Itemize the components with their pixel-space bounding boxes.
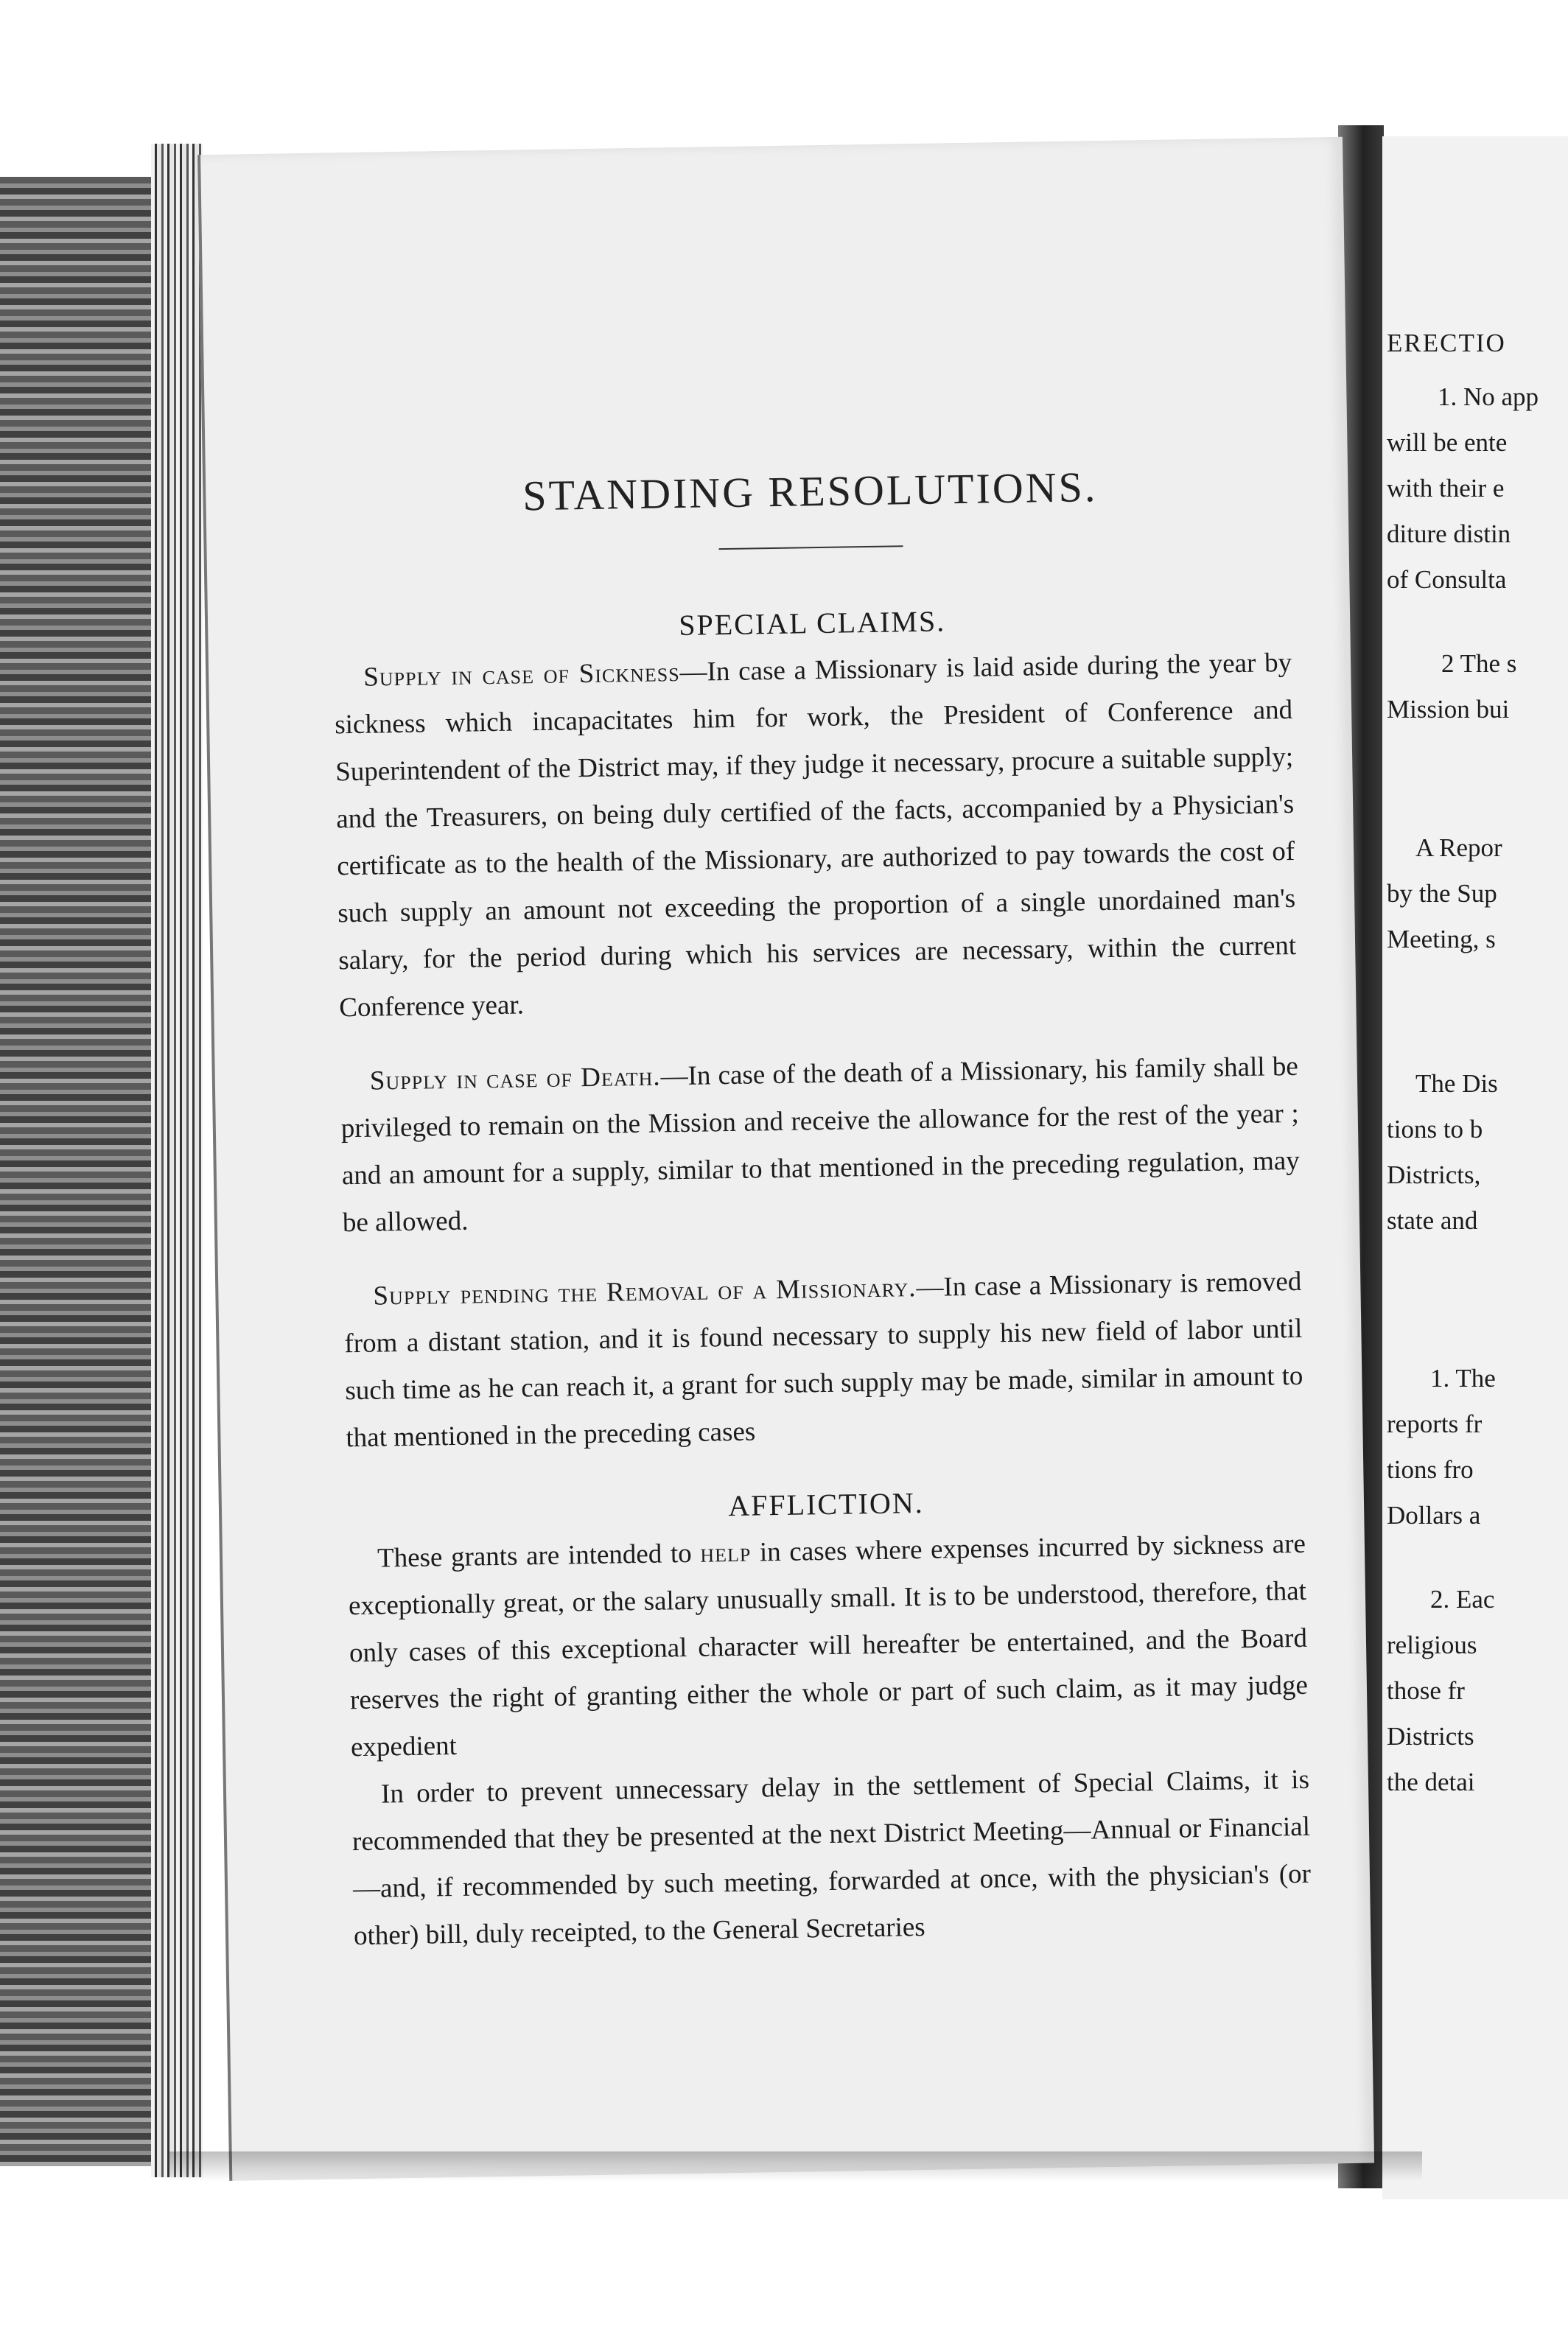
paragraph-text: These grants are intended to [377, 1538, 701, 1574]
right-page-line: reports fr [1387, 1410, 1483, 1438]
paragraph-supply-sickness [334, 640, 1298, 1032]
right-page-line: religious [1387, 1631, 1477, 1659]
right-page-line: those fr [1387, 1676, 1465, 1705]
right-page-line: The Dis [1415, 1069, 1498, 1098]
section-heading-special-claims: SPECIAL CLAIMS. [678, 604, 946, 642]
right-page-line: Mission bui [1387, 695, 1510, 724]
page-bottom-shadow [169, 2151, 1422, 2181]
paragraph-supply-death [340, 1043, 1301, 1247]
right-page-line: Districts, [1387, 1160, 1481, 1189]
section-heading-affliction: AFFLICTION. [727, 1485, 924, 1523]
title-rule [719, 545, 903, 550]
right-page-line: Meeting, s [1387, 925, 1496, 953]
emphasis-help: help [699, 1537, 752, 1569]
right-page-line: will be ente [1387, 428, 1508, 457]
right-page-line: A Repor [1415, 833, 1502, 862]
paragraph-text: —In case a Missionary is removed from a distant station, and it is found necessary to supply his new field of labor until such time as he can reach it, a grant for such supply may be made, similar in amount to that mentioned in the preceding cases [344, 1266, 1303, 1454]
paragraph-affliction-procedure: In order to prevent unnecessary delay in the settlement of Special Claims, it is recommended that they be presented at the next District Meeting—Annual or Financial—and, if recommended by such meeting, forwarded at once, with the physician's (or other) bill, duly receipted, to the General Secretaries [351, 1764, 1312, 1952]
right-page-line: tions fro [1387, 1455, 1474, 1484]
paragraph-affliction-grants [348, 1521, 1309, 1771]
right-page-line: 2 The s [1441, 649, 1517, 678]
left-page [197, 137, 1374, 2181]
page-title: STANDING RESOLUTIONS. [522, 463, 1098, 520]
paragraph-lead: Supply in case of Death. [369, 1061, 661, 1096]
paragraph-lead: Supply pending the Removal of a Missionary. [373, 1272, 917, 1312]
right-page-line: 1. The [1430, 1364, 1496, 1393]
book-spine [151, 144, 203, 2177]
right-page-line: 1. No app [1438, 382, 1539, 411]
right-page-line: of Consulta [1387, 565, 1507, 594]
paragraph-text: —In case a Missionary is laid aside during the year by sickness which incapacitates him for work, the President of Conference and Superintendent of the District may, if they judge it necessary, procure a suitable supply; and the Treasurers, on being duly certified of the facts, accompanied by a Physician's certificate as to the health of the Missionary, are authorized to pay towards the cost of such supply an amount not exceeding the proportion of a single unordained man's salary, for the period during which his services are necessary, within the current Conference year. [334, 647, 1297, 1023]
paragraph-text: in cases where expenses incurred by sickness are exceptionally great, or the salary unusually small. It is to be understood, therefore, that only cases of this exceptional character will hereafter be entertained, and the Board reserves the right of granting either the whole or part of such claim, as it may judge expedient [348, 1528, 1309, 1763]
right-page-line: by the Sup [1387, 879, 1497, 908]
right-page-line: Districts [1387, 1722, 1474, 1751]
book-page-edges [0, 177, 169, 2166]
right-page-line: Dollars a [1387, 1501, 1481, 1530]
right-page-line: ERECTIO [1387, 329, 1506, 357]
right-page-line: state and [1387, 1206, 1478, 1235]
right-page-line: with their e [1387, 474, 1505, 503]
right-page-line: the detai [1387, 1768, 1475, 1796]
paragraph-lead: Supply in case of Sickness [363, 657, 680, 693]
right-page-line: tions to b [1387, 1115, 1483, 1144]
right-page-line: diture distin [1387, 519, 1511, 548]
right-page-fragment [1382, 136, 1568, 2199]
paragraph-supply-removal [343, 1258, 1304, 1462]
paragraph-text: —In case of the death of a Missionary, his family shall be privileged to remain on the Mission and receive the allowance for the rest of the year ; and an amount for a supply, similar to that mentioned in the preceding regulation, may be allowed. [340, 1051, 1301, 1239]
right-page-line: 2. Eac [1430, 1585, 1495, 1614]
page-content [331, 458, 1312, 1986]
